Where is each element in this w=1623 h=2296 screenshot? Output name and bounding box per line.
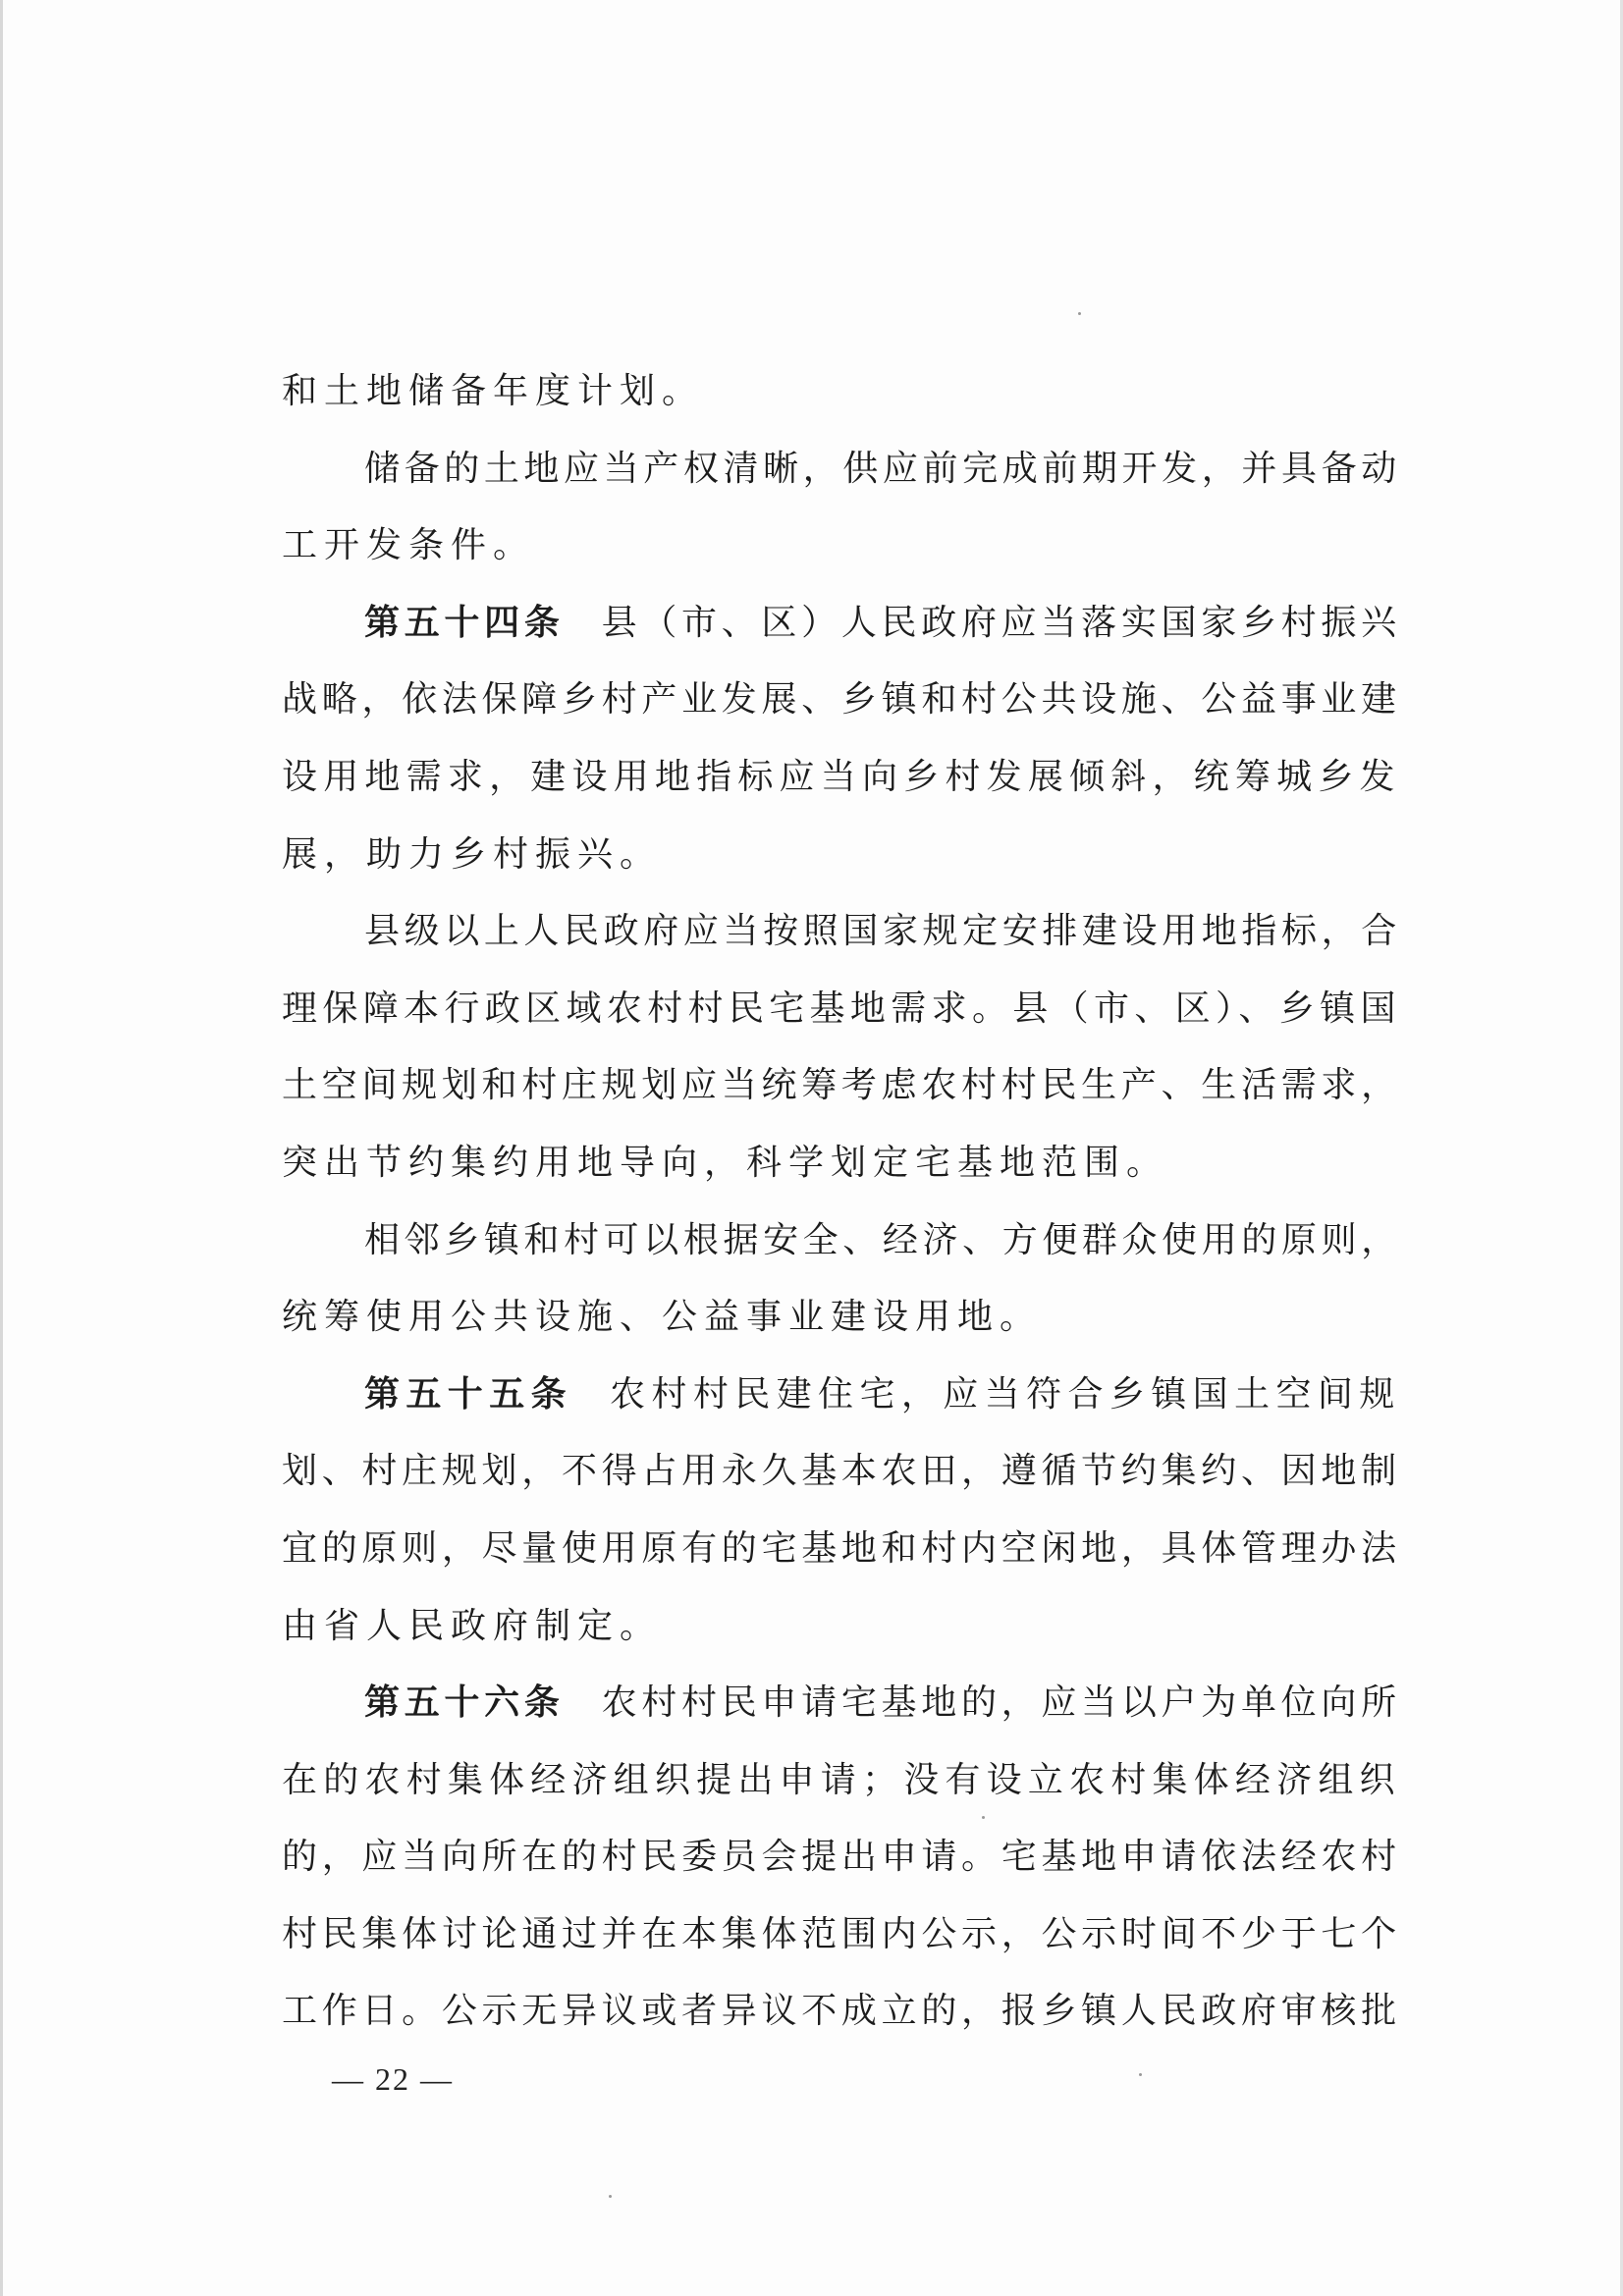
text-line [282,1511,1401,1588]
text-line [282,817,1401,894]
text-line-content [282,1973,1401,2051]
line-text: 县（市、区）人民政府应当落实国家乡村振兴 [601,602,1401,643]
text-line-content [282,1896,1401,1974]
line-text: 理保障本行政区域农村村民宅基地需求。县（市、区）、乡镇国 [282,988,1401,1029]
line-text: 统筹使用公共设施、公益事业建设用地。 [282,1297,1043,1338]
text-line [282,1588,1401,1666]
text-line-content [282,1511,1401,1588]
text-line [282,353,1401,431]
line-text: 战略，依法保障乡村产业发展、乡镇和村公共设施、公益事业建 [282,679,1401,721]
text-line [282,662,1401,739]
text-line [282,1742,1401,1820]
text-line-content [282,1125,1168,1202]
text-line-content [282,739,1401,817]
text-line-content [282,1742,1401,1820]
text-line [282,585,1401,663]
text-line-content [364,1665,1401,1742]
text-line-content [282,817,662,894]
line-text: 农村村民建住宅，应当符合乡镇国土空间规 [610,1373,1401,1415]
text-line [282,1047,1401,1125]
text-line-content [282,1819,1401,1896]
text-line-content [282,507,535,585]
text-line [282,893,1401,971]
text-line [282,1973,1401,2051]
line-text: 设用地需求，建设用地指标应当向乡村发展倾斜，统筹城乡发 [282,756,1401,797]
line-text: 村民集体讨论通过并在本集体范围内公示，公示时间不少于七个 [282,1913,1401,1954]
text-line [282,1665,1401,1742]
page-number: — 22 — [332,2061,454,2097]
text-line-content [282,1588,662,1666]
text-line [282,1279,1401,1357]
line-text: 农村村民申请宅基地的，应当以户为单位向所 [601,1682,1401,1724]
line-text: 宜的原则，尽量使用原有的宅基地和村内空闲地，具体管理办法 [282,1527,1401,1569]
text-line [282,1896,1401,1974]
text-line-content [364,893,1401,971]
scan-edge-left [0,0,3,2296]
text-line-content [282,353,704,431]
text-line-content [282,1279,1042,1357]
scan-speck [1139,2073,1142,2076]
line-text: 相邻乡镇和村可以根据安全、经济、方便群众使用的原则， [364,1219,1401,1260]
text-line [282,431,1401,508]
line-text: 展，助力乡村振兴。 [282,833,663,875]
text-line-content [282,662,1401,739]
article-number: 第五十六条 [364,1682,565,1724]
text-line [282,1202,1401,1280]
text-line-content [282,1047,1401,1125]
text-line [282,971,1401,1048]
scan-speck [1078,312,1081,315]
text-line-content [364,585,1401,663]
line-text: 储备的土地应当产权清晰，供应前完成前期开发，并具备动 [364,448,1401,489]
text-line-content [282,971,1401,1048]
text-line [282,1433,1401,1511]
text-line [282,507,1401,585]
article-number: 第五十五条 [364,1373,573,1415]
line-text: 县级以上人民政府应当按照国家规定安排建设用地指标，合 [364,911,1401,952]
text-line [282,1125,1401,1202]
line-text: 在的农村集体经济组织提出申请；没有设立农村集体经济组织 [282,1759,1401,1800]
line-text: 和土地储备年度计划。 [282,371,705,411]
text-line-content [282,1433,1401,1511]
line-text: 工作日。公示无异议或者异议不成立的，报乡镇人民政府审核批 [282,1991,1401,2032]
line-text: 突出节约集约用地导向，科学划定宅基地范围。 [282,1142,1169,1183]
line-text: 工开发条件。 [282,525,536,566]
text-line [282,1819,1401,1896]
text-line-content [364,431,1401,508]
article-number: 第五十四条 [364,602,565,643]
text-line-content [364,1357,1401,1434]
scan-speck [609,2195,612,2198]
text-line [282,739,1401,817]
body-text [282,353,1401,2051]
text-line-content [364,1202,1401,1280]
line-text: 的，应当向所在的村民委员会提出申请。宅基地申请依法经农村 [282,1837,1401,1878]
text-line [282,1357,1401,1434]
line-text: 划、村庄规划，不得占用永久基本农田，遵循节约集约、因地制 [282,1451,1401,1492]
line-text: 土空间规划和村庄规划应当统筹考虑农村村民生产、生活需求， [282,1065,1401,1106]
line-text: 由省人民政府制定。 [282,1605,663,1646]
